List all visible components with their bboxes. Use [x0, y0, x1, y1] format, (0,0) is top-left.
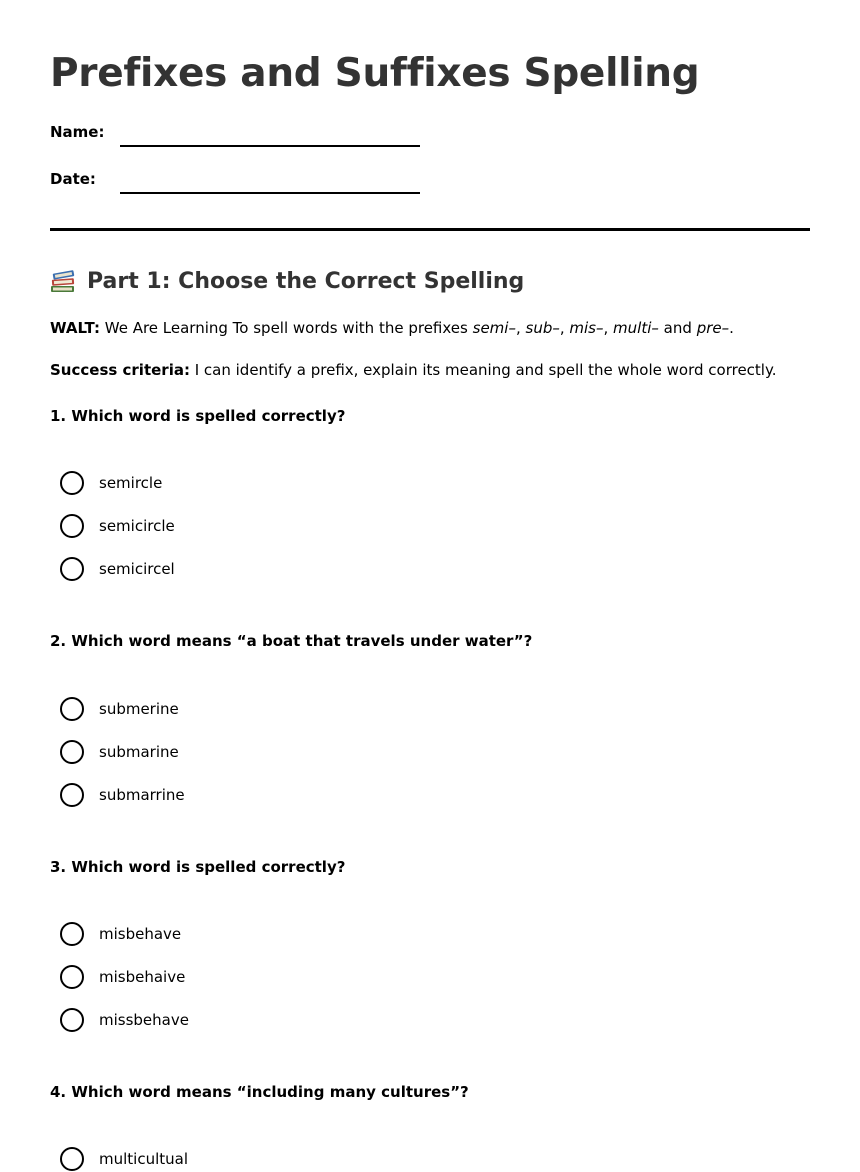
radio-button[interactable]: [60, 1008, 84, 1032]
radio-button[interactable]: [60, 514, 84, 538]
question-2-prompt: 2. Which word means “a boat that travels under water”?: [50, 632, 533, 650]
walt-text: We Are Learning To spell words with the prefixes: [104, 319, 468, 337]
option-label: missbehave: [99, 1011, 189, 1029]
option-label: multicultual: [99, 1150, 189, 1168]
success-criteria-paragraph: [50, 360, 776, 380]
name-input-line[interactable]: [120, 145, 420, 147]
question-1-option-1[interactable]: [60, 470, 162, 496]
success-criteria-label: Success criteria:: [50, 361, 190, 379]
option-label: submerine: [99, 700, 179, 718]
radio-button[interactable]: [60, 471, 84, 495]
radio-button[interactable]: [60, 1147, 84, 1171]
question-3-option-3[interactable]: [60, 1007, 189, 1033]
date-input-line[interactable]: [120, 192, 420, 194]
option-label: submarrine: [99, 786, 185, 804]
prefix-multi: multi–: [613, 319, 659, 337]
prefix-semi: semi–: [472, 319, 516, 337]
question-3-prompt: 3. Which word is spelled correctly?: [50, 858, 346, 876]
radio-button[interactable]: [60, 740, 84, 764]
option-label: semircle: [99, 474, 163, 492]
date-label: Date:: [50, 170, 96, 188]
option-label: misbehave: [99, 925, 182, 943]
section-divider: [50, 228, 810, 231]
question-1-option-2[interactable]: [60, 513, 175, 539]
question-3-option-2[interactable]: [60, 964, 185, 990]
walt-label: WALT:: [50, 319, 100, 337]
radio-button[interactable]: [60, 965, 84, 989]
name-label: Name:: [50, 123, 105, 141]
date-field-row: [50, 169, 470, 199]
radio-button[interactable]: [60, 557, 84, 581]
part1-heading-text: Part 1: Choose the Correct Spelling: [87, 269, 525, 294]
walt-and: and: [663, 319, 692, 337]
question-2-option-1[interactable]: [60, 696, 179, 722]
walt-paragraph: WALT: We Are Learning To spell words with the prefixes semi–, sub–, mis–, multi– and pre–.: [50, 319, 734, 337]
option-label: misbehaive: [99, 968, 186, 986]
question-3-option-1[interactable]: [60, 921, 181, 947]
question-2-option-2[interactable]: [60, 739, 179, 765]
option-label: semicircel: [99, 560, 175, 578]
question-4-prompt: 4. Which word means “including many cultures”?: [50, 1083, 469, 1101]
option-label: submarine: [99, 743, 179, 761]
radio-button[interactable]: [60, 697, 84, 721]
question-2-option-3[interactable]: [60, 782, 185, 808]
books-icon: [50, 270, 76, 294]
radio-button[interactable]: [60, 922, 84, 946]
name-field-row: [50, 122, 470, 152]
question-1-option-3[interactable]: [60, 556, 175, 582]
prefix-mis: mis–: [569, 319, 604, 337]
prefix-sub: sub–: [525, 319, 560, 337]
success-criteria-text: I can identify a prefix, explain its meaning and spell the whole word correctly.: [194, 361, 777, 379]
question-1-prompt: 1. Which word is spelled correctly?: [50, 407, 346, 425]
prefix-pre: pre–: [696, 319, 730, 337]
part1-heading: [50, 266, 524, 298]
question-4-option-1[interactable]: [60, 1146, 188, 1172]
worksheet-title: Prefixes and Suffixes Spelling: [50, 51, 700, 96]
option-label: semicircle: [99, 517, 175, 535]
radio-button[interactable]: [60, 783, 84, 807]
